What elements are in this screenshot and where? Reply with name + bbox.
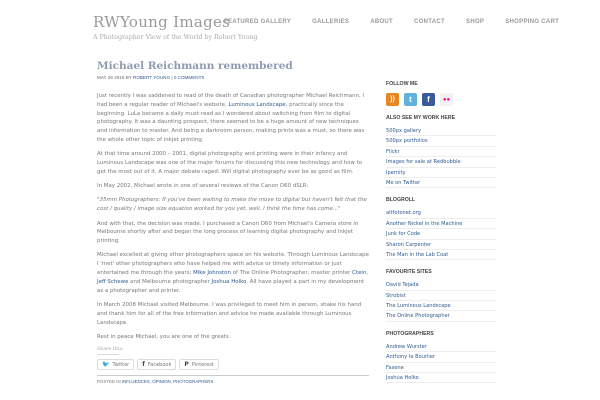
nav-shop[interactable]: SHOP [466,19,485,25]
category-opinion[interactable]: OPINION [152,379,171,385]
text: and Melbourne photographer [128,278,212,285]
text: of The Online Photographer, master printer [230,270,353,277]
sidebar-link[interactable]: David Tejada [386,280,496,290]
nav-contact[interactable]: CONTACT [414,19,446,25]
share-pinterest-button[interactable] [179,359,219,370]
twitter-icon[interactable]: t [404,93,417,106]
categories-prefix: POSTED IN [97,379,121,385]
sidebar-link[interactable]: Images for sale at Redbubble [386,157,496,167]
text: Just recently I was saddened to read of the death of Canadian photographer Michael Reichmann, I had been a regular reader of Michael's website, [97,93,365,108]
paragraph: Rest in peace Michael, you are one of the greats. [97,333,231,340]
paragraph [97,251,369,295]
sidebar-link[interactable]: Joshua Holko [386,373,496,383]
post-categories: POSTED IN INFLUENCES, OPINION, PHOTOGRAPHERS [97,379,214,385]
widget-title: PHOTOGRAPHERS [386,330,434,337]
sidebar-link[interactable]: Another Nickel in the Machine [386,219,496,229]
main-nav [224,19,559,25]
meta-separator: | [171,75,173,80]
nav-featured-gallery[interactable]: FEATURED GALLERY [224,19,292,25]
site-title[interactable]: RWYoung Images [93,13,231,31]
text: Michael excelled at giving other photographers space on his website. Through Luminous Landscape I 'met' other photographers who have helped me with advice or timely information or just entertained me through the years; [97,252,369,277]
follow-me-widget [386,81,496,106]
paragraph [97,92,369,145]
twitter-icon: 🐦 [102,361,110,369]
share-divider [97,354,119,355]
sidebar-link[interactable]: Fasene [386,363,496,373]
sidebar-link[interactable]: altfotonet.org [386,208,496,218]
nav-shopping-cart[interactable]: SHOPPING CART [505,19,560,25]
paragraph: At that time around 2000 – 2001, digital photography and printing were in their infancy and Luminous Landscape was one of the major forums for discussing this new technology and how to get the most out of it. A major debate raged: Will digital photography ever be as good as film. [97,151,363,175]
facebook-icon[interactable]: f [422,93,435,106]
paragraph: In May 2002, Michael wrote in one of several reviews of the Canon D60 dSLR: [97,183,309,190]
sidebar-link[interactable]: Anthony le Bourlier [386,352,496,362]
sidebar-link[interactable]: Ipernity [386,168,496,178]
category-influences[interactable]: INFLUENCES [121,379,150,385]
widget-title: FOLLOW ME [386,81,418,87]
sidebar-link[interactable]: The Luminous Landscape [386,301,496,311]
text: , [366,270,369,277]
sidebar-link[interactable]: The Online Photographer [386,311,496,321]
category-photographers[interactable]: PHOTOGRAPHERS [173,379,214,385]
paragraph: And with that, the decision was made. I purchased a Canon D60 from Michael's Camera store in Melbourne shortly after and began the long process of learning digital photography and inkjet printing. [97,220,359,245]
post-author-link[interactable]: ROBERT YOUNG [133,75,171,80]
post-comments-link[interactable]: 0 COMMENTS [173,75,205,80]
nav-about[interactable]: ABOUT [370,19,394,25]
flickr-icon[interactable]: ●● [440,93,453,106]
text: , practically since the beginning. LuLa became a daily must-read as I wondered about switching from film to digital photography. It was a daunting prospect, there seemed to be a huge amount of new techniques and information to master. And being a darkroom person, making prints was a must, so there was the whole other topic of inkjet printing. [97,101,365,143]
text: . All have played a part in my development as a photographer and printer. [97,278,365,294]
follow-icons [386,93,496,106]
sidebar-link[interactable]: 500px gallery [386,126,496,136]
nav-galleries[interactable]: GALLERIES [312,19,350,25]
pinterest-icon: P [184,361,189,369]
sidebar-link[interactable]: Junk for Code [386,229,496,239]
facebook-icon: f [142,361,145,369]
share-pinterest-label: Pinterest [191,361,214,368]
post-divider [97,375,369,376]
joshua-holko-link[interactable]: Joshua Holko [211,278,247,285]
sidebar-link[interactable]: Sharon Carpenter [386,240,496,250]
share-twitter-label: Twitter [112,361,130,368]
post [97,60,369,384]
sidebar-link[interactable]: Me on Twitter [386,178,496,188]
post-meta [97,75,369,80]
sidebar-link[interactable]: Flickr [386,147,496,157]
rss-icon[interactable]: )) [386,93,399,106]
paragraph: In March 2008 Michael visited Melbourne. I was privileged to meet him in person, shake his hand and thank him for all of the free information and advice he made available through Luminous Landscape. [97,301,362,326]
share-facebook-label: Facebook [147,361,172,368]
share-facebook-button[interactable] [137,359,176,370]
sidebar-link[interactable]: 500px portfolios [386,136,496,146]
favourite-sites-widget [386,269,496,322]
share-buttons [97,359,369,370]
photographers-widget [386,331,496,384]
post-by: BY [125,75,132,80]
sidebar-link[interactable]: The Man in the Lab Coat [386,250,496,260]
post-date: MAY 26 2016 [97,75,125,80]
sidebar [386,81,496,392]
widget-title: ALSO SEE MY WORK HERE [386,115,456,121]
blogroll-widget [386,197,496,260]
share-label: Share this: [97,347,124,353]
luminous-landscape-link[interactable]: Luminous Landscape [228,101,286,108]
post-body [97,92,369,342]
sidebar-link[interactable]: Andrew Wurster [386,342,496,352]
site-tagline: A Photographer View of the World by Robert Young [93,34,258,41]
mike-johnston-link[interactable]: Mike Johnston [193,270,231,277]
post-title[interactable]: Michael Reichmann remembered [97,60,293,72]
quote-paragraph: "35mm Photographers: If you've been waiting to make the move to digital but haven't felt that the cost / quality / image size equation worked for you yet, well, I think the time has come..." [97,197,367,213]
also-see-widget [386,115,496,188]
share-twitter-button[interactable] [97,359,134,370]
widget-title: FAVOURITE SITES [386,269,432,276]
widget-title: BLOGROLL [386,197,416,204]
jeff-schewe-link[interactable]: Jeff Schewe [97,278,129,285]
sidebar-link[interactable]: Strobist [386,291,496,301]
ctein-link[interactable]: Ctein [352,270,367,277]
